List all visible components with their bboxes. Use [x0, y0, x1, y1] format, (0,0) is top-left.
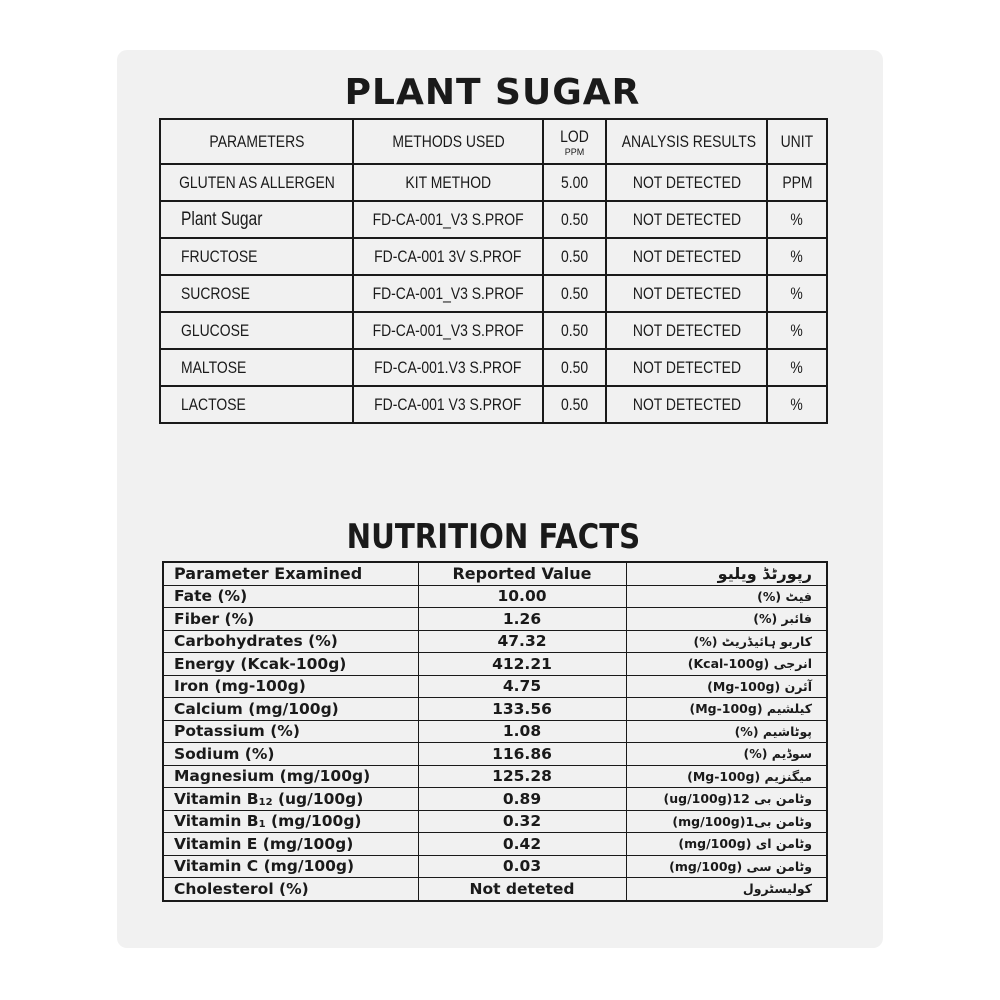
- method-cell: FD-CA-001_V3 S.PROF: [353, 201, 543, 238]
- parameter-cell: LACTOSE: [160, 386, 353, 423]
- value-cell: 125.28: [418, 765, 626, 788]
- nutrition-table: [162, 561, 828, 902]
- table-row: [163, 630, 827, 653]
- lod-cell: 0.50: [543, 238, 606, 275]
- header-parameters: PARAMETERS: [160, 119, 353, 164]
- value-cell: Not deteted: [418, 878, 626, 901]
- value-cell: 0.89: [418, 788, 626, 811]
- value-cell: 47.32: [418, 630, 626, 653]
- urdu-cell: کاربو ہائیڈریٹ (%): [626, 630, 827, 653]
- result-cell: NOT DETECTED: [606, 238, 767, 275]
- parameter-cell: Vitamin $B_1$ (mg/100g): [163, 810, 418, 833]
- urdu-cell: میگنزیم (Mg-100g): [626, 765, 827, 788]
- result-cell: NOT DETECTED: [606, 275, 767, 312]
- unit-cell: %: [767, 386, 827, 423]
- urdu-cell: کولیسٹرول: [626, 878, 827, 901]
- parameter-cell: Magnesium (mg/100g): [163, 765, 418, 788]
- nutrition-header-row: [163, 562, 827, 585]
- value-cell: 0.42: [418, 833, 626, 856]
- header-methods: METHODS USED: [353, 119, 543, 164]
- plant-sugar-table: [159, 118, 828, 424]
- parameter-cell: MALTOSE: [160, 349, 353, 386]
- table-row: [163, 743, 827, 766]
- header-lod: LOD PPM: [543, 119, 606, 164]
- unit-cell: PPM: [767, 164, 827, 201]
- lod-cell: 0.50: [543, 275, 606, 312]
- method-cell: FD-CA-001_V3 S.PROF: [353, 312, 543, 349]
- parameter-cell: GLUTEN AS ALLERGEN: [160, 164, 353, 201]
- table-row: [163, 765, 827, 788]
- parameter-cell: Plant Sugar: [160, 201, 353, 238]
- urdu-cell: وٹامن ای (mg/100g): [626, 833, 827, 856]
- parameter-cell: FRUCTOSE: [160, 238, 353, 275]
- value-cell: 4.75: [418, 675, 626, 698]
- table-row: [163, 653, 827, 676]
- parameter-cell: Vitamin C (mg/100g): [163, 855, 418, 878]
- parameter-cell: SUCROSE: [160, 275, 353, 312]
- value-cell: 1.26: [418, 608, 626, 631]
- value-cell: 0.32: [418, 810, 626, 833]
- unit-cell: %: [767, 312, 827, 349]
- table-row: [163, 675, 827, 698]
- header-results: ANALYSIS RESULTS: [606, 119, 767, 164]
- value-cell: 1.08: [418, 720, 626, 743]
- parameter-cell: Fate (%): [163, 585, 418, 608]
- table-row: [160, 349, 827, 386]
- result-cell: NOT DETECTED: [606, 164, 767, 201]
- value-cell: 133.56: [418, 698, 626, 721]
- unit-cell: %: [767, 349, 827, 386]
- lod-cell: 5.00: [543, 164, 606, 201]
- lod-cell: 0.50: [543, 312, 606, 349]
- unit-cell: %: [767, 275, 827, 312]
- table-row: [163, 608, 827, 631]
- result-cell: NOT DETECTED: [606, 201, 767, 238]
- lod-cell: 0.50: [543, 201, 606, 238]
- parameter-cell: Vitamin E (mg/100g): [163, 833, 418, 856]
- method-cell: FD-CA-001_V3 S.PROF: [353, 275, 543, 312]
- result-cell: NOT DETECTED: [606, 312, 767, 349]
- table-row: [163, 585, 827, 608]
- table-row: [163, 833, 827, 856]
- table-row: [163, 720, 827, 743]
- value-cell: 10.00: [418, 585, 626, 608]
- nutrition-facts-title: NUTRITION FACTS: [346, 517, 641, 557]
- urdu-cell: وٹامن بی1(mg/100g): [626, 810, 827, 833]
- parameter-cell: Vitamin $B_{12}$ (ug/100g): [163, 788, 418, 811]
- table-row: [163, 788, 827, 811]
- table-row: [163, 855, 827, 878]
- parameter-cell: Sodium (%): [163, 743, 418, 766]
- method-cell: FD-CA-001 3V S.PROF: [353, 238, 543, 275]
- table-row: [160, 201, 827, 238]
- lod-cell: 0.50: [543, 349, 606, 386]
- method-cell: KIT METHOD: [353, 164, 543, 201]
- parameter-cell: Cholesterol (%): [163, 878, 418, 901]
- header-unit: UNIT: [767, 119, 827, 164]
- parameter-cell: Potassium (%): [163, 720, 418, 743]
- urdu-cell: فیٹ (%): [626, 585, 827, 608]
- urdu-cell: کیلشیم (Mg-100g): [626, 698, 827, 721]
- table-row: [163, 878, 827, 901]
- value-cell: 0.03: [418, 855, 626, 878]
- lod-cell: 0.50: [543, 386, 606, 423]
- table-row: [163, 698, 827, 721]
- method-cell: FD-CA-001.V3 S.PROF: [353, 349, 543, 386]
- header-urdu: رپورٹڈ ویلیو: [626, 562, 827, 585]
- table-row: [160, 386, 827, 423]
- urdu-cell: وٹامن بی 12(ug/100g): [626, 788, 827, 811]
- unit-cell: %: [767, 238, 827, 275]
- result-cell: NOT DETECTED: [606, 349, 767, 386]
- parameter-cell: Energy (Kcak-100g): [163, 653, 418, 676]
- plant-sugar-header-row: [160, 119, 827, 164]
- urdu-cell: سوڈیم (%): [626, 743, 827, 766]
- urdu-cell: انرجی (Kcal-100g): [626, 653, 827, 676]
- urdu-cell: آئرن (Mg-100g): [626, 675, 827, 698]
- table-row: [160, 275, 827, 312]
- header-reported-value: Reported Value: [418, 562, 626, 585]
- parameter-cell: Calcium (mg/100g): [163, 698, 418, 721]
- result-cell: NOT DETECTED: [606, 386, 767, 423]
- table-row: [160, 164, 827, 201]
- unit-cell: %: [767, 201, 827, 238]
- parameter-cell: GLUCOSE: [160, 312, 353, 349]
- parameter-cell: Carbohydrates (%): [163, 630, 418, 653]
- method-cell: FD-CA-001 V3 S.PROF: [353, 386, 543, 423]
- urdu-cell: پوٹاشیم (%): [626, 720, 827, 743]
- table-row: [163, 810, 827, 833]
- value-cell: 412.21: [418, 653, 626, 676]
- urdu-cell: فائبر (%): [626, 608, 827, 631]
- plant-sugar-title: PLANT SUGAR: [344, 72, 641, 113]
- urdu-cell: وٹامن سی (mg/100g): [626, 855, 827, 878]
- value-cell: 116.86: [418, 743, 626, 766]
- parameter-cell: Iron (mg-100g): [163, 675, 418, 698]
- parameter-cell: Fiber (%): [163, 608, 418, 631]
- table-row: [160, 238, 827, 275]
- header-parameter-examined: Parameter Examined: [163, 562, 418, 585]
- table-row: [160, 312, 827, 349]
